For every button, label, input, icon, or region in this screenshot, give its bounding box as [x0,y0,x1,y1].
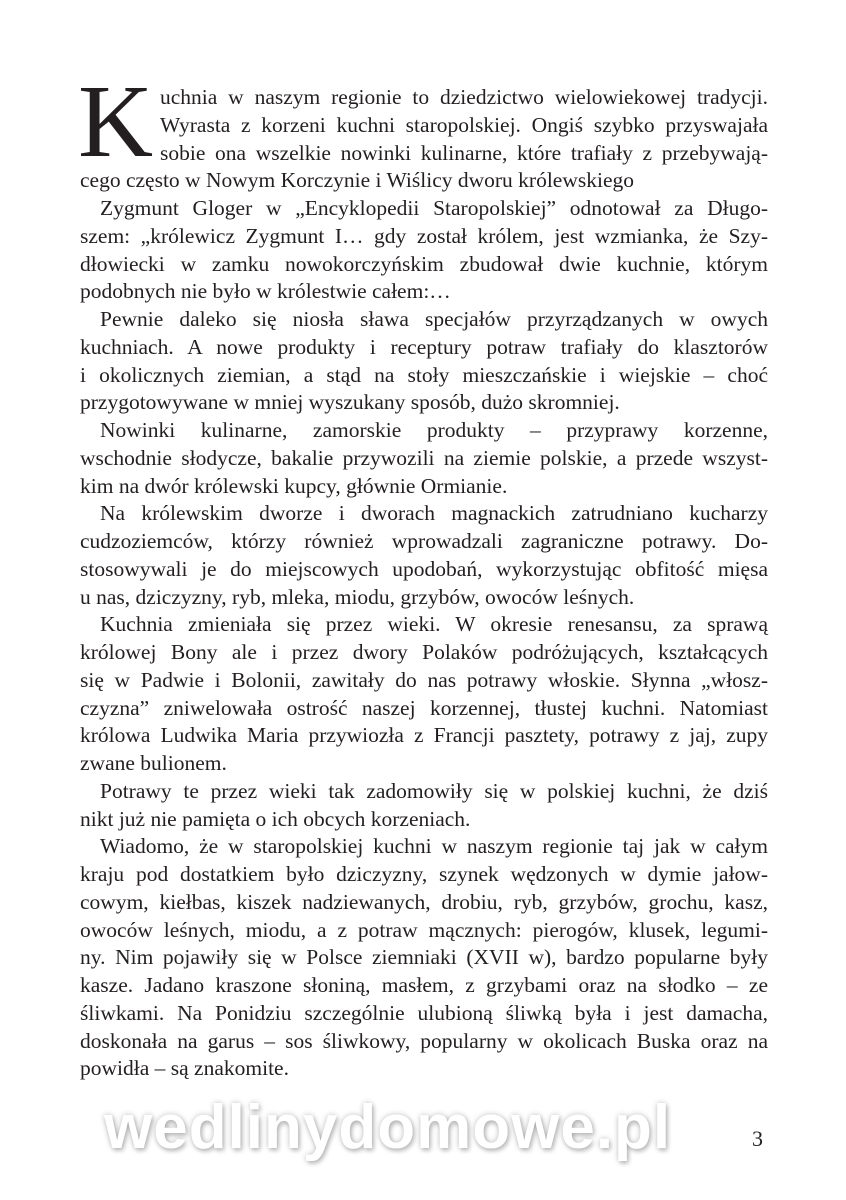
paragraph [80,306,768,417]
body-text [80,84,768,1083]
text-line: Wiadomo, że w staropolskiej kuchni w naszym regionie taj jak w całym [100,834,768,859]
page-number: 3 [752,1126,763,1151]
text-line: Pewnie daleko się niosła sława specjałów przyrządzanych w owych [100,307,768,331]
paragraph [80,417,768,500]
drop-cap: K [78,64,154,179]
text-line: zwane bulionem. [80,751,227,775]
text-line: podobnych nie było w królestwie całem:… [80,279,451,304]
text-line: ny. Nim pojawiły się w Polsce ziemniaki (XVII w), bardzo popularne były [80,945,768,970]
text-line: królowej Bony ale i przez dwory Polaków podróżujących, kształcących [80,640,768,664]
text-line: uchnia w naszym regionie to dziedzictwo wielowiekowej tradycji. [160,85,768,109]
text-line: cowym, kiełbas, kiszek nadziewanych, drobiu, ryb, grzybów, grochu, kasz, [80,889,768,914]
text-line: Potrawy te przez wieki tak zadomowiły się w polskiej kuchni, że dziś [100,778,768,803]
text-line: powidła – są znakomite. [80,1056,289,1081]
text-line: stosowywali je do miejscowych upodobań, wykorzystując obfitość mięsa [80,556,768,581]
text-line: cego często w Nowym Korczynie i Wiślicy dworu królewskiego [80,168,635,193]
text-line: Kuchnia zmieniała się przez wieki. W okresie renesansu, za sprawą [100,612,768,637]
paragraph [80,833,768,1083]
text-line: czyzna” zniwelowała ostrość naszej korzennej, tłustej kuchni. Natomiast [80,695,768,720]
text-line: sobie ona wszelkie nowinki kulinarne, które trafiały z przebywają- [160,140,768,165]
text-line: Na królewskim dworze i dworach magnackich zatrudniano kucharzy [100,501,768,526]
paragraph [80,778,768,834]
text-line: kim na dwór królewski kupcy, głównie Ormianie. [80,473,508,498]
watermark: wedlinydomowe.pl [104,1093,672,1162]
text-line: Wyrasta z korzeni kuchni staropolskiej. Ongiś szybko przyswajała [160,112,768,137]
text-line: owoców leśnych, miodu, a z potraw mącznych: pierogów, klusek, legumi- [80,917,768,942]
text-line: Nowinki kulinarne, zamorskie produkty – przyprawy korzenne, [100,418,768,442]
text-line: cudzoziemców, którzy również wprowadzali zagraniczne potrawy. Do- [80,529,768,553]
text-line: śliwkami. Na Ponidziu szczególnie ulubioną śliwką była i jest damacha, [80,1000,768,1025]
text-line: i okolicznych ziemian, a stąd na stoły mieszczańskie i wiejskie – choć [80,362,768,387]
text-line: kasze. Jadano kraszone słoniną, masłem, z grzybami oraz na słodko – ze [80,973,768,997]
text-line: u nas, dziczyzny, ryb, mleka, miodu, grzybów, owoców leśnych. [80,584,635,609]
paragraph [80,84,768,195]
text-line: wschodnie słodycze, bakalie przywozili na ziemie polskie, a przede wszyst- [80,445,768,470]
text-line: doskonała na garus – sos śliwkowy, popularny w okolicach Buska oraz na [80,1028,768,1053]
text-line: szem: „królewicz Zygmunt I… gdy został królem, jest wzmianka, że Szy- [80,223,768,248]
paragraph [80,195,768,306]
text-line: przygotowywane w mniej wyszukany sposób, dużo skromniej. [80,390,620,415]
text-line: dłowiecki w zamku nowokorczyńskim zbudował dwie kuchnie, którym [80,251,768,276]
paragraph [80,500,768,611]
text-line: kraju pod dostatkiem było dziczyzny, szynek wędzonych w dymie jałow- [80,862,768,886]
text-line: nikt już nie pamięta o ich obcych korzeniach. [80,806,471,831]
paragraph [80,611,768,778]
text-line: królowa Ludwika Maria przywiozła z Francji pasztety, potrawy z jaj, zupy [80,723,768,748]
text-line: Zygmunt Gloger w „Encyklopedii Staropolskiej” odnotował za Długo- [100,196,768,220]
text-line: kuchniach. A nowe produkty i receptury potraw trafiały do klasztorów [80,334,768,359]
text-line: się w Padwie i Bolonii, zawitały do nas potrawy włoskie. Słynna „włosz- [80,667,768,692]
